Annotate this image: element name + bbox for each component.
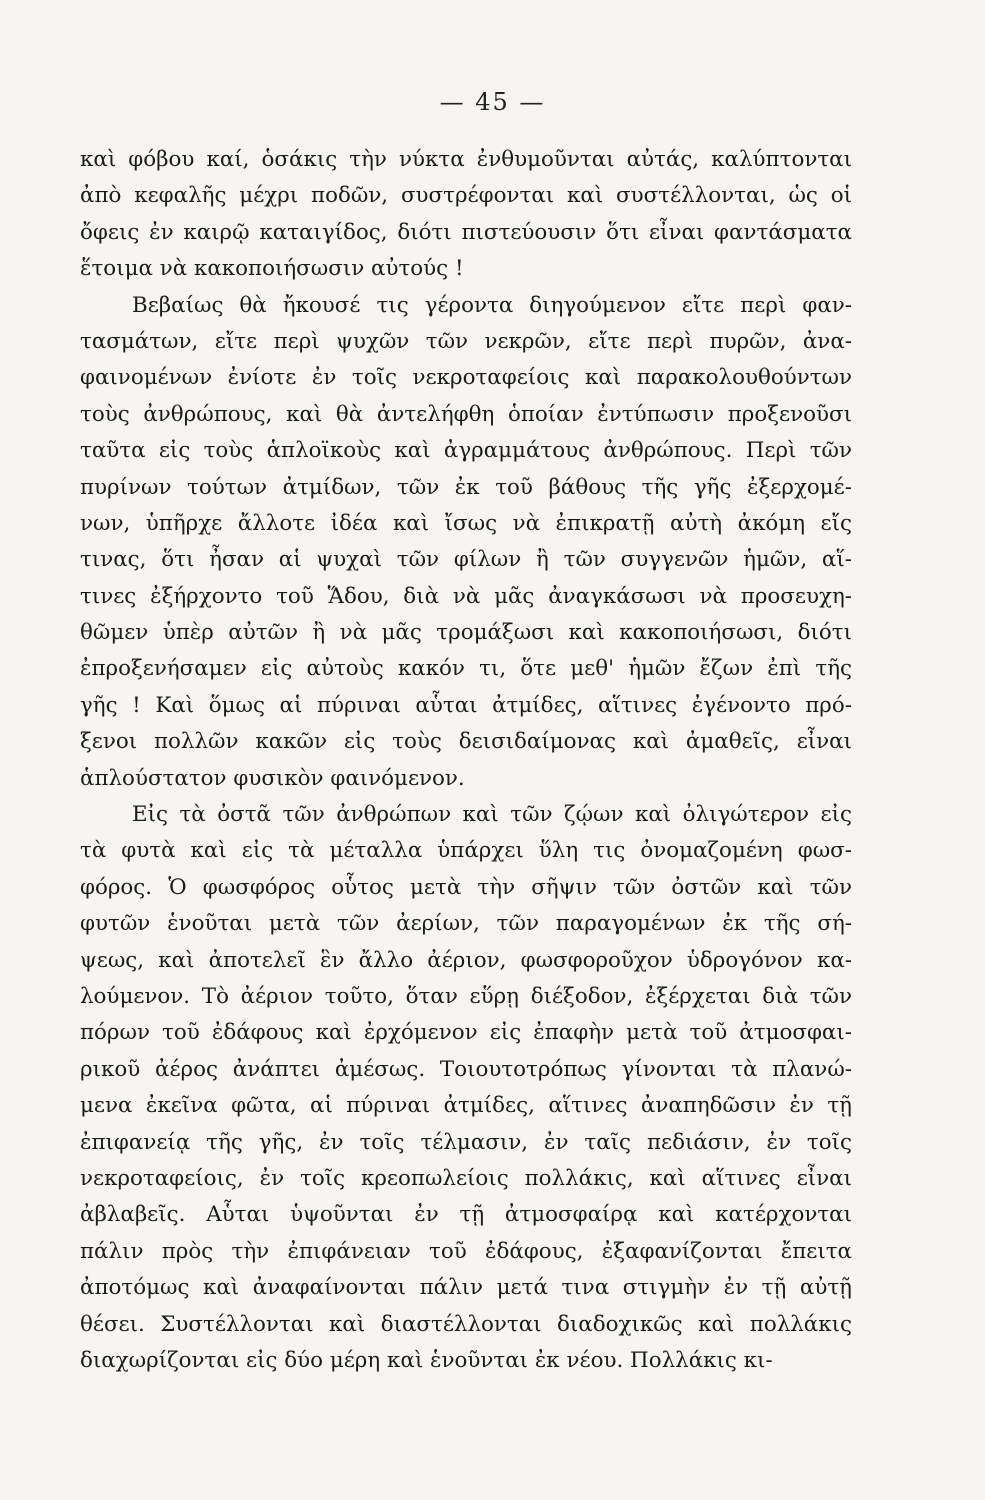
text-line: θῶμεν ὑπὲρ αὐτῶν ἢ νὰ μᾶς τρομάξωσι καὶ κακοποιήσωσι, διότι bbox=[80, 620, 852, 646]
text-line: φόρος. Ὁ φωσφόρος οὗτος μετὰ τὴν σῆψιν τῶν ὀστῶν καὶ τῶν bbox=[80, 874, 852, 900]
page-number: — 45 — bbox=[439, 88, 546, 116]
text-line: πόρων τοῦ ἐδάφους καὶ ἐρχόμενον εἰς ἐπαφὴν μετὰ τοῦ ἀτμοσφαι- bbox=[80, 1020, 852, 1046]
text-line: ταῦτα εἰς τοὺς ἁπλοϊκοὺς καὶ ἀγραμμάτους ἀνθρώπους. Περὶ τῶν bbox=[80, 438, 852, 464]
text-line: πάλιν πρὸς τὴν ἐπιφάνειαν τοῦ ἐδάφους, ἐξαφανίζονται ἔπειτα bbox=[80, 1238, 852, 1264]
text-line: φαινομένων ἐνίοτε ἐν τοῖς νεκροταφείοις καὶ παρακολουθούντων bbox=[80, 365, 852, 391]
text-line: πυρίνων τούτων ἀτμίδων, τῶν ἐκ τοῦ βάθους τῆς γῆς ἐξερχομέ- bbox=[80, 474, 852, 500]
text-line: τινας, ὅτι ἦσαν αἱ ψυχαὶ τῶν φίλων ἢ τῶν συγγενῶν ἡμῶν, αἵ- bbox=[80, 547, 852, 573]
text-line: θέσει. Συστέλλονται καὶ διαστέλλονται διαδοχικῶς καὶ πολλάκις bbox=[80, 1311, 852, 1337]
text-line: τὰ φυτὰ καὶ εἰς τὰ μέταλλα ὑπάρχει ὕλη τις ὀνομαζομένη φωσ- bbox=[80, 838, 852, 864]
text-line: ἀποτόμως καὶ ἀναφαίνονται πάλιν μετά τινα στιγμὴν ἐν τῇ αὐτῇ bbox=[80, 1275, 852, 1301]
paragraph bbox=[80, 142, 852, 288]
text-line: ἕτοιμα νὰ κακοποιήσωσιν αὐτούς ! bbox=[80, 256, 464, 282]
paragraph bbox=[80, 288, 852, 797]
text-line: ἐπιφανείᾳ τῆς γῆς, ἐν τοῖς τέλμασιν, ἐν ταῖς πεδιάσιν, ἐν τοῖς bbox=[80, 1129, 852, 1155]
text-line: φυτῶν ἑνοῦται μετὰ τῶν ἀερίων, τῶν παραγομένων ἐκ τῆς σή- bbox=[80, 911, 852, 937]
text-line: ἀπὸ κεφαλῆς μέχρι ποδῶν, συστρέφονται καὶ συστέλλονται, ὡς οἱ bbox=[80, 183, 852, 209]
text-line: ὄφεις ἐν καιρῷ καταιγίδος, διότι πιστεύουσιν ὅτι εἶναι φαντάσματα bbox=[80, 219, 852, 245]
text-line: νων, ὑπῆρχε ἄλλοτε ἰδέα καὶ ἴσως νὰ ἐπικρατῇ αὐτὴ ἀκόμη εἴς bbox=[80, 510, 852, 536]
text-line: ρικοῦ ἀέρος ἀνάπτει ἀμέσως. Τοιουτοτρόπως γίνονται τὰ πλανώ- bbox=[80, 1056, 852, 1082]
text-line: γῆς ! Καὶ ὅμως αἱ πύριναι αὗται ἀτμίδες, αἵτινες ἐγένοντο πρό- bbox=[80, 692, 852, 718]
paragraph bbox=[80, 797, 852, 1379]
body-text bbox=[80, 142, 852, 1379]
text-line: διαχωρίζονται εἰς δύο μέρη καὶ ἑνοῦνται ἐκ νέου. Πολλάκις κι- bbox=[80, 1347, 773, 1373]
text-line: καὶ φόβου καί, ὁσάκις τὴν νύκτα ἐνθυμοῦνται αὐτάς, καλύπτονται bbox=[80, 147, 852, 172]
text-line: ἁπλούστατον φυσικὸν φαινόμενον. bbox=[80, 765, 465, 791]
text-line: ψεως, καὶ ἀποτελεῖ ἓν ἄλλο ἀέριον, φωσφοροῦχον ὑδρογόνον κα- bbox=[80, 947, 852, 973]
text-line: τοὺς ἀνθρώπους, καὶ θὰ ἀντελήφθη ὁποίαν ἐντύπωσιν προξενοῦσι bbox=[80, 401, 852, 427]
text-line: τινες ἐξήρχοντο τοῦ Ἅδου, διὰ νὰ μᾶς ἀναγκάσωσι νὰ προσευχη- bbox=[80, 583, 852, 609]
text-line: ξενοι πολλῶν κακῶν εἰς τοὺς δεισιδαίμονας καὶ ἀμαθεῖς, εἶναι bbox=[80, 729, 852, 755]
text-line: Εἰς τὰ ὀστᾶ τῶν ἀνθρώπων καὶ τῶν ζῴων καὶ ὀλιγώτερον εἰς bbox=[132, 802, 852, 828]
text-line: τασμάτων, εἴτε περὶ ψυχῶν τῶν νεκρῶν, εἴτε περὶ πυρῶν, ἀνα- bbox=[80, 328, 852, 354]
text-line: ἀβλαβεῖς. Αὗται ὑψοῦνται ἐν τῇ ἀτμοσφαίρᾳ καὶ κατέρχονται bbox=[80, 1202, 852, 1228]
text-line: νεκροταφείοις, ἐν τοῖς κρεοπωλείοις πολλάκις, καὶ αἵτινες εἶναι bbox=[80, 1165, 852, 1191]
text-line: λούμενον. Τὸ ἀέριον τοῦτο, ὅταν εὕρῃ διέξοδον, ἐξέρχεται διὰ τῶν bbox=[80, 983, 852, 1009]
text-line: μενα ἐκεῖνα φῶτα, αἱ πύριναι ἀτμίδες, αἵτινες ἀναπηδῶσιν ἐν τῇ bbox=[80, 1093, 852, 1119]
text-line: ἐπροξενήσαμεν εἰς αὐτοὺς κακόν τι, ὅτε μεθ' ἡμῶν ἔζων ἐπὶ τῆς bbox=[80, 656, 852, 682]
text-line: Βεβαίως θὰ ἤκουσέ τις γέροντα διηγούμενον εἴτε περὶ φαν- bbox=[132, 292, 852, 318]
